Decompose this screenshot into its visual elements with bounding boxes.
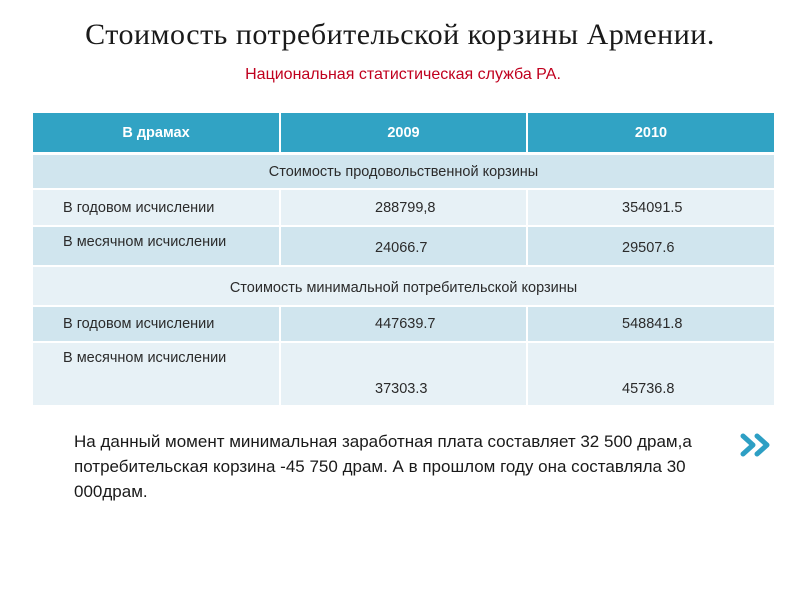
row-label: В годовом исчислении <box>33 306 280 342</box>
value-2010: 45736.8 <box>527 342 774 406</box>
value-2009: 447639.7 <box>280 306 527 342</box>
header-2010: 2010 <box>527 113 774 154</box>
row-label: В месячном исчислении <box>33 226 280 266</box>
basket-cost-table <box>33 113 774 407</box>
table-header-row <box>33 113 774 154</box>
value-2009: 288799,8 <box>280 189 527 226</box>
table-row <box>33 189 774 226</box>
section-row-minimum <box>33 266 774 306</box>
table-row <box>33 342 774 406</box>
header-unit: В драмах <box>33 113 280 154</box>
section-row-food <box>33 154 774 190</box>
page-title: Стоимость потребительской корзины Армении. <box>85 18 715 51</box>
wage-note: На данный момент минимальная заработная плата составляет 32 500 драм,а потребительская корзина -45 750 драм. А в прошлом году она составляла 30 000драм. <box>74 432 692 501</box>
value-2009: 37303.3 <box>280 342 527 406</box>
value-2009: 24066.7 <box>280 226 527 266</box>
value-2010: 29507.6 <box>527 226 774 266</box>
source-subtitle: Национальная статистическая служба РА. <box>245 66 561 83</box>
value-2010: 354091.5 <box>527 189 774 226</box>
section-minimum-label: Стоимость минимальной потребительской корзины <box>33 266 774 306</box>
table-row <box>33 226 774 266</box>
row-label: В месячном исчислении <box>33 342 280 406</box>
value-2010: 548841.8 <box>527 306 774 342</box>
section-food-label: Стоимость продовольственной корзины <box>33 154 774 190</box>
header-2009: 2009 <box>280 113 527 154</box>
double-chevron-right-icon[interactable] <box>740 433 774 457</box>
table-row <box>33 306 774 342</box>
row-label: В годовом исчислении <box>33 189 280 226</box>
